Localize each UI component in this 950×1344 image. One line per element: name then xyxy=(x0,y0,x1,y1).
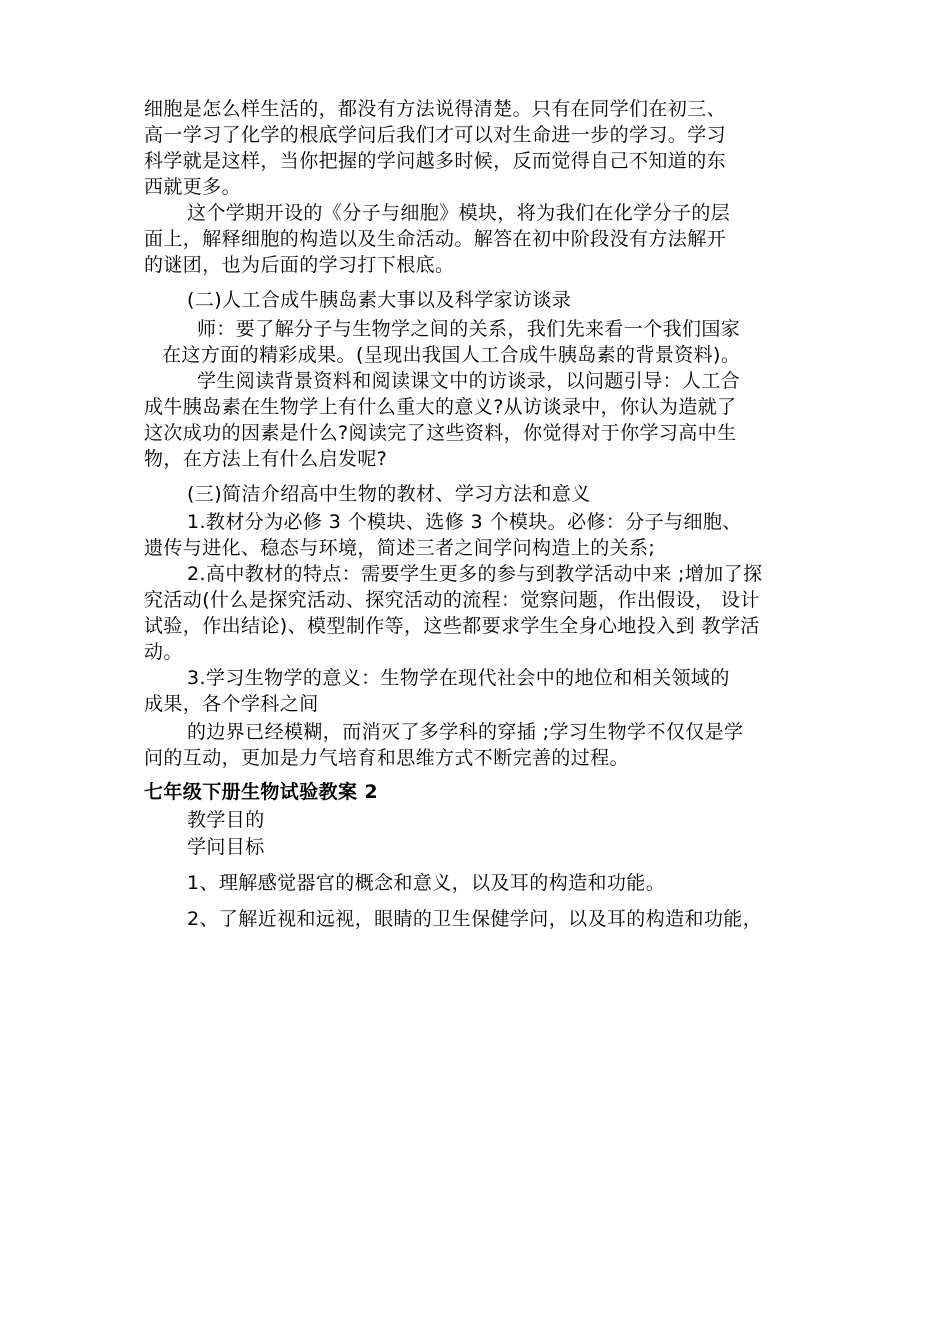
paragraph-line: 的谜团，也为后面的学习打下根底。 xyxy=(144,254,455,276)
paragraph-line: 在这方面的精彩成果。(呈现出我国人工合成牛胰岛素的背景资料)。 xyxy=(162,344,741,366)
paragraph-line: 高一学习了化学的根底学问后我们才可以对生命进一步的学习。学习 xyxy=(144,124,727,146)
list-item-line: 问的互动，更加是力气培育和思维方式不断完善的过程。 xyxy=(144,747,630,769)
subheading: 教学目的 xyxy=(187,809,265,831)
paragraph-line: 面上，解释细胞的构造以及生命活动。解答在初中阶段没有方法解开 xyxy=(144,228,727,250)
paragraph-line: 这个学期开设的《分子与细胞》模块，将为我们在化学分子的层 xyxy=(187,202,731,224)
paragraph-line: 科学就是这样，当你把握的学问越多时候，反而觉得自己不知道的东 xyxy=(144,150,727,172)
list-item-line: 成果，各个学科之间 xyxy=(144,693,319,715)
list-item-line: 究活动(什么是探究活动、探究活动的流程：觉察问题，作出假设， 设计 xyxy=(144,589,760,611)
list-item-line: 动。 xyxy=(144,641,183,663)
goal-item: 2、了解近视和远视，眼睛的卫生保健学问，以及耳的构造和功能， xyxy=(187,908,763,930)
paragraph-line: 学生阅读背景资料和阅读课文中的访谈录，以问题引导：人工合 xyxy=(197,370,741,392)
section-heading: (二)人工合成牛胰岛素大事以及科学家访谈录 xyxy=(187,289,572,311)
list-item-line: 2.高中教材的特点：需要学生更多的参与到教学活动中来 ;增加了探 xyxy=(187,563,763,585)
paragraph-line: 西就更多。 xyxy=(144,176,242,198)
list-item-line: 3.学习生物学的意义：生物学在现代社会中的地位和相关领域的 xyxy=(187,667,730,689)
list-item-line: 试验，作出结论)、模型制作等，这些都要求学生全身心地投入到 教学活 xyxy=(144,615,760,637)
paragraph-line: 细胞是怎么样生活的，都没有方法说得清楚。只有在同学们在初三、 xyxy=(144,98,727,120)
subheading: 学问目标 xyxy=(187,836,265,858)
list-item-line: 1.教材分为必修 3 个模块、选修 3 个模块。必修：分子与细胞、 xyxy=(187,511,742,533)
section-heading: (三)简洁介绍高中生物的教材、学习方法和意义 xyxy=(187,483,591,505)
document-title: 七年级下册生物试验教案 2 xyxy=(144,781,379,803)
list-item-line: 遗传与进化、稳态与环境，简述三者之间学问构造上的关系; xyxy=(144,537,656,559)
list-item-line: 的边界已经模糊，而消灭了多学科的穿插 ;学习生物学不仅仅是学 xyxy=(187,721,744,743)
paragraph-line: 师：要了解分子与生物学之间的关系，我们先来看一个我们国家 xyxy=(197,318,741,340)
paragraph-line: 这次成功的因素是什么?阅读完了这些资料，你觉得对于你学习高中生 xyxy=(144,422,737,444)
paragraph-line: 成牛胰岛素在生物学上有什么重大的意义?从访谈录中，你认为造就了 xyxy=(144,396,737,418)
goal-item: 1、理解感觉器官的概念和意义，以及耳的构造和功能。 xyxy=(187,872,666,894)
paragraph-line: 物，在方法上有什么启发呢? xyxy=(144,448,388,470)
